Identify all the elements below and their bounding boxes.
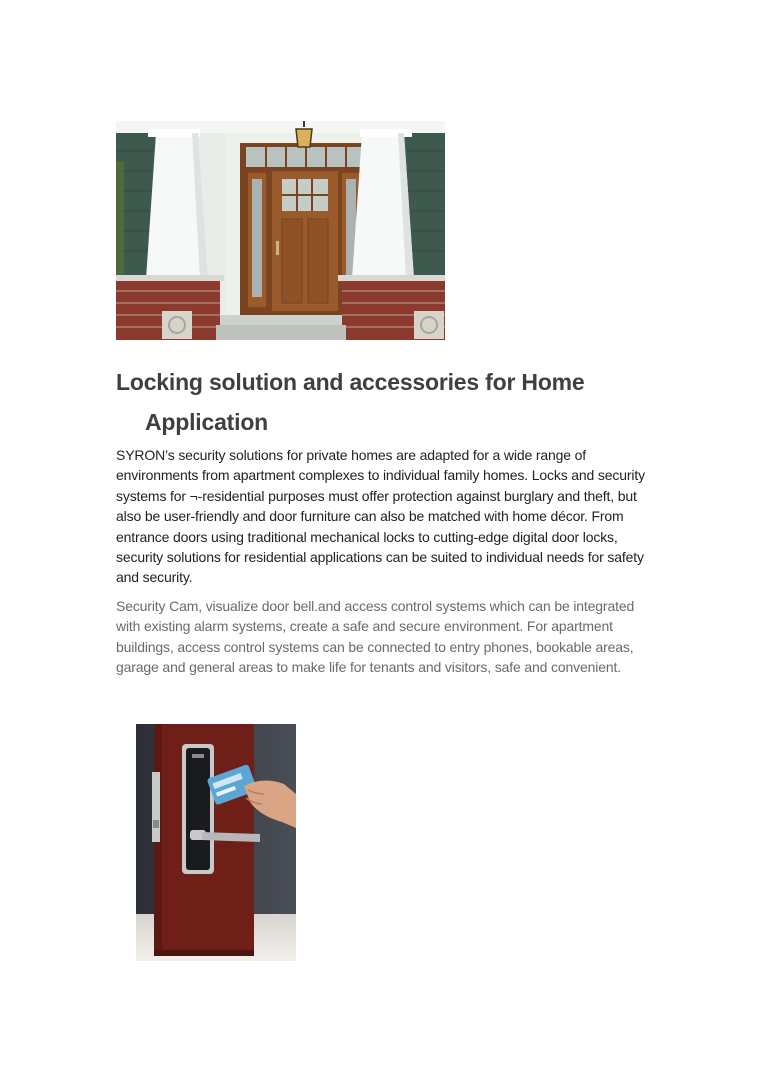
front-door-photo	[116, 121, 445, 340]
intro-paragraph: SYRON’s security solutions for private homes are adapted for a wide range of environments from apartment complexes to individual family homes. Locks and security systems for ¬-residential purposes must offer protection against burglary and theft, but also be user-friendly and door furniture can also be matched with home décor. From entrance doors using traditional mechanical locks to cutting-edge digital door locks, security solutions for residential applications can be suited to individual needs for safety and security.	[116, 447, 645, 586]
heading-line-1: Locking solution and accessories for Home	[116, 369, 585, 395]
heading-line-2: Application	[145, 409, 269, 435]
card-door-lock-photo	[136, 724, 296, 961]
page-heading	[116, 362, 656, 442]
access-control-paragraph: Security Cam, visualize door bell.and access control systems which can be integrated with existing alarm systems, create a safe and secure environment. For apartment buildings, access control systems can be connected to entry phones, bookable areas, garage and general areas to make life for tenants and visitors, safe and convenient.	[116, 598, 635, 676]
